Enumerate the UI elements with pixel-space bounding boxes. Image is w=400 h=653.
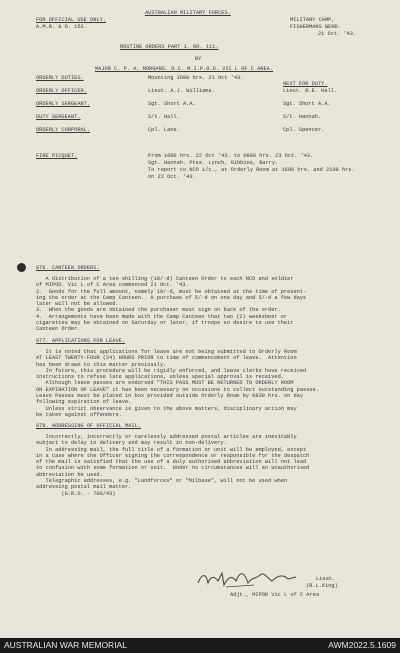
body-line: 2. Goods for the full amount, namely 10/-d, must be obtained at the time of present- [36,288,307,295]
page-title: ROUTINE ORDERS PART 1. NO. 111. [120,44,219,50]
body-line: Unless strict observance is given to the above matters, disciplinary action may [36,405,297,412]
fire-picquet-line: on 22 Oct. '43. [148,174,196,180]
duty-value: Mounting 1600 hrs. 21 Oct '43. [148,75,244,81]
body-line: AT LEAST TWENTY-FOUR (24) HOURS PRIOR to time of commencement of leave. Attention [36,355,297,362]
signatory-rank: Lieut. [316,576,336,582]
body-line: to confusion with some formation or unit. Under no circumstances will an unauthorised [36,465,310,472]
signatory-appointment: Adjt., MIPOD Vic L of C Area [230,592,320,598]
handwritten-signature [196,567,306,591]
body-line: Although leave passes are endorsed "THIS PASS MUST BE RETURNED TO ORDERLY ROOM [36,380,294,387]
reference-number: A.M.R. & O. 152. [36,24,87,30]
duty-label: ORDERLY SERGEANT. [36,101,91,107]
section-body [36,349,319,418]
duty-label: ORDERLY CORPORAL. [36,127,91,133]
body-line: instructions to refuse late applications, unless special approval is received. [36,374,284,381]
body-line: ing the order at the Camp Canteen. A purchase of 5/-d on one day and 5/-d a few days [36,294,307,301]
body-line: It is noted that applications for leave are not being submitted to Orderly Room [36,349,297,355]
force-heading: AUSTRALIAN MILITARY FORCES. [145,10,231,16]
body-line: 3. When the goods are obtained the purchaser must sign on back of the order. [36,307,281,314]
signatory-name: (R.L.King) [306,583,338,589]
duty-next: S/t. Hannah. [283,114,322,120]
fire-picquet-line: Sgt. Hannah. Ptes. Lynch, Gibbins, Barry. [148,160,279,166]
fire-picquet-line: To report to NCO i/c., at Orderly Room at 1600 hrs. and 2100 hrs. [148,167,355,173]
restriction-marking: FOR OFFICIAL USE ONLY. [36,17,106,23]
section-heading: 976. CANTEEN ORDERS. [36,265,100,271]
section-heading: 977. APPLICATIONS FOR LEAVE. [36,338,126,344]
punch-hole [17,263,26,272]
body-line: addressing postal mail matter. [36,484,132,491]
body-line: Leave Passes must be placed in box provided outside Orderly Room by 0830 hrs. on day [36,393,304,400]
body-line: in a case where the Officer signing the correspondence or responsible for the despatch [36,452,310,459]
body-line: of MIPOD. Vic L of C Area commenced 21 Oct. '43. [36,282,189,289]
body-line: later will not be allowed. [36,301,119,308]
body-line: cigarettes may be obtained on Saturday or later, if troops so desire to use their [36,320,294,327]
archive-name: AUSTRALIAN WAR MEMORIAL [4,640,127,650]
duty-label: ORDERLY OFFICER. [36,88,87,94]
body-line: be taken against offenders. [36,411,122,418]
body-line: In future, this procedure will be rigidly enforced, and leave clerks have received [36,367,307,374]
duty-next: Cpl. Spencer. [283,127,325,133]
body-line: A distribution of a ten shilling (10/-d) Canteen Order to each NCO and soldier [36,276,294,282]
body-line: abbreviation be used. [36,471,103,478]
section-body [36,276,306,333]
body-line: has been drawn to this matter previously. [36,361,167,368]
body-line: of the mail is satisfied that the use of a duly authorised abbreviation will not lead [36,459,307,466]
body-line: following expiration of leave. [36,399,132,406]
archive-reference: AWM2022.5.1609 [328,640,396,650]
duty-value: S/t. Hall. [148,114,180,120]
body-line: In addressing mail, the full title of a formation or unit will be employed, except [36,446,307,453]
fire-picquet-label: FIRE PICQUET. [36,153,78,159]
duty-next: Sgt. Short A.A. [283,101,331,107]
camp-name: MILITARY CAMP, [290,17,335,23]
body-line: 4. Arrangements have been made with the Camp Canteen that two (2) weeksbeer or [36,313,288,320]
officer-line: MAJOR C. P. A. MORGANS. O.C. M.I.P.O.D. VIC L OF C AREA. [95,66,274,72]
fire-picquet-line: From 1600 hrs. 22 Oct '43. to 0800 hrs. 23 Oct. '43. [148,153,314,159]
camp-location: FISHERMANS BEND. [290,24,341,30]
body-line: (G.R.O. - 706/43) [36,490,116,497]
section-heading: 978. ADDRESSING OF OFFICIAL MAIL. [36,423,141,429]
by-line: BY [195,56,202,62]
duty-value: Lieut. A.J. Williams. [148,88,215,94]
body-line: Canteen Order. [36,326,81,333]
next-for-duty-heading: NEXT FOR DUTY. [283,81,328,87]
body-line: subject to delay in delivery and may result in non-delivery. [36,440,227,447]
body-line: Telegraphic addresses, e.g. "Landforces" or "Milbase", will not be used when [36,478,288,485]
document-date: 21 Oct. '43. [318,31,357,37]
section-body [36,434,309,497]
body-line: Incorrectly, incorrectly or carelessly addressed postal articles are inevitably [36,434,297,440]
archive-footer [0,638,400,653]
duty-value: Sgt. Short A.A. [148,101,196,107]
body-line: ON EXPIRATION OF LEAVE" it has been necessary on occasions to collect outstanding passes. [36,386,319,393]
duty-next: Lieut. R.E. Hall. [283,88,338,94]
duty-label: DUTY SERGEANT. [36,114,81,120]
duty-label: ORDERLY DUTIES. [36,75,84,81]
duty-value: Cpl. Lane. [148,127,180,133]
